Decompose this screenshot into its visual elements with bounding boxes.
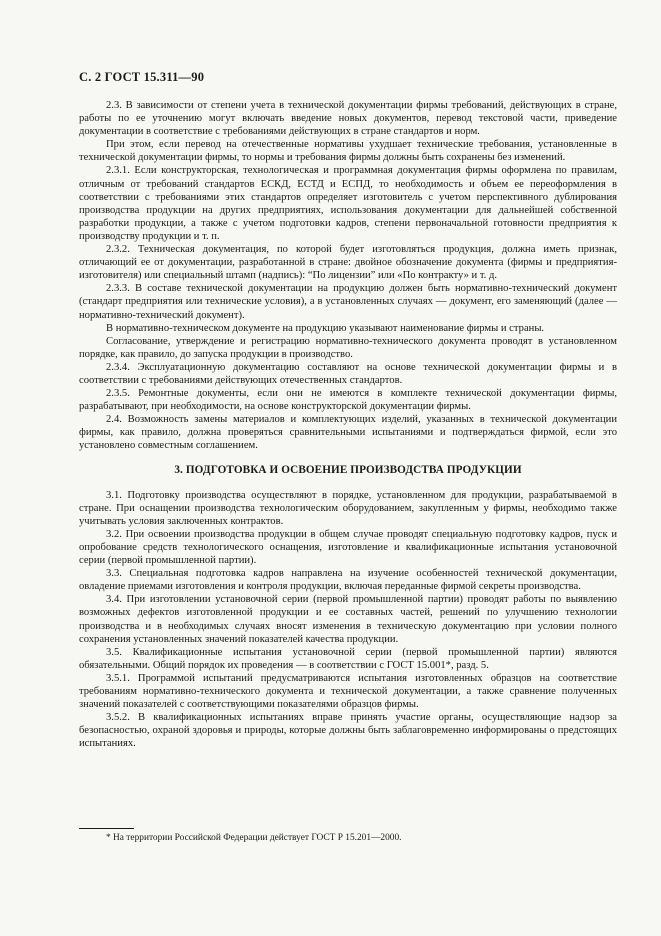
paragraph-3-1: 3.1. Подготовку производства осуществляют в порядке, установленном для продукции, разрабатываемой в стране. При оснащении производства технологическим оборудованием, закупленным у фирмы, необходимо также учитывать условия заключенных контрактов.: [79, 489, 617, 527]
footnote: [79, 828, 617, 844]
footnote-text: * На территории Российской Федерации действует ГОСТ Р 15.201—2000.: [106, 833, 402, 843]
paragraph-3-4: 3.4. При изготовлении установочной серии (первой промышленной партии) проводят работы по выявлению возможных дефектов изготовленной продукции и ее составных частей, решений по улучшению технологии производства и в необходимых случаях вносят изменения в техническую документацию при условии полного сохранения установленных значений показателей качества продукции.: [79, 594, 617, 645]
paragraph-2-3-3: 2.3.3. В составе технической документации на продукцию должен быть нормативно-технический документ (стандарт предприятия или технические условия), а в установленных случаях — документ, его заменяющий (далее — нормативно-технический документ).: [79, 283, 617, 321]
paragraph-3-3: 3.3. Специальная подготовка кадров направлена на изучение особенностей технической документации, овладение приемами изготовления и контроля продукции, включая переданные фирмой секреты производства.: [79, 568, 617, 593]
paragraph-3-2: 3.2. При освоении производства продукции в общем случае проводят специальную подготовку кадров, пуск и опробование средств технологического оснащения, изготовление и квалификационные испытания установочной серии (первой промышленной партии).: [79, 528, 617, 567]
document-body: [79, 99, 617, 751]
paragraph-2-3-3-note-2: Согласование, утверждение и регистрацию нормативно-технического документа проводят в установленном порядке, как правило, до запуска продукции в производство.: [79, 335, 617, 360]
paragraph-2-3-2: 2.3.2. Техническая документация, по которой будет изготовляться продукция, должна иметь признак, отличающий ее от документации, разработанной в стране: двойное обозначение документа (фирмы и предприятия-изготовителя) или специальный штамп (надпись): “По лицензии” или «По контракту» и т. д.: [79, 244, 617, 282]
paragraph-2-4: 2.4. Возможность замены материалов и комплектующих изделий, указанных в технической документации фирмы, как правило, должна проверяться сравнительными испытаниями и подтверждаться фирмой, если это установлено совместным соглашением.: [79, 414, 617, 452]
page-header: С. 2 ГОСТ 15.311—90: [79, 70, 205, 84]
paragraph-2-3-4: 2.3.4. Эксплуатационную документацию составляют на основе технической документации фирмы и в соответствии с требованиями действующих отечественных стандартов.: [79, 361, 617, 386]
paragraph-2-3-note: При этом, если перевод на отечественные нормативы ухудшает технические требования, установленные в технической документации фирмы, то нормы и требования фирмы должны быть сохранены без изменений.: [79, 139, 617, 164]
paragraph-3-5: 3.5. Квалификационные испытания установочной серии (первой промышленной партии) являются обязательными. Общий порядок их проведения — в соответствии с ГОСТ 15.001*, разд. 5.: [79, 646, 617, 671]
paragraph-3-5-2: 3.5.2. В квалификационных испытаниях вправе принять участие органы, осуществляющие надзор за безопасностью, охраной здоровья и природы, которые должны быть заблаговременно информированы о предстоящих испытаниях.: [79, 712, 617, 750]
footnote-rule: [79, 828, 134, 829]
section-3-title: 3. ПОДГОТОВКА И ОСВОЕНИЕ ПРОИЗВОДСТВА ПРОДУКЦИИ: [174, 463, 522, 476]
paragraph-2-3: 2.3. В зависимости от степени учета в технической документации фирмы требований, действующих в стране, работы по ее уточнению могут включать введение новых документов, перевод текстовой части, приведение документации в соответствие с требованиями действующих в стране стандартов и норм.: [79, 100, 617, 138]
paragraph-2-3-5: 2.3.5. Ремонтные документы, если они не имеются в комплекте технической документации фирмы, разрабатывают, при необходимости, на основе конструкторской документации фирмы.: [79, 388, 617, 413]
paragraph-2-3-1: 2.3.1. Если конструкторская, технологическая и программная документация фирмы оформлена по правилам, отличным от требований стандартов ЕСКД, ЕСТД и ЕСПД, то необходимость и объем ее переоформления в соответствии с требованиями этих стандартов определяет изготовитель с учетом перспективного дублирования производства продукции на других предприятиях, использования документации для дальнейшей собственной разработки продукции, а также с учетом подготовки кадров, степени первоначальной готовности предприятия к производству продукции и т. п.: [79, 165, 617, 242]
paragraph-2-3-3-note-1: В нормативно-техническом документе на продукцию указывают наименование фирмы и страны.: [106, 322, 545, 334]
paragraph-3-5-1: 3.5.1. Программой испытаний предусматриваются испытания изготовленных образцов на соответствие требованиям нормативно-технического документа и технической документации, а также сравнение полученных значений показателей с соответствующими показателями образцов фирмы.: [79, 672, 617, 711]
